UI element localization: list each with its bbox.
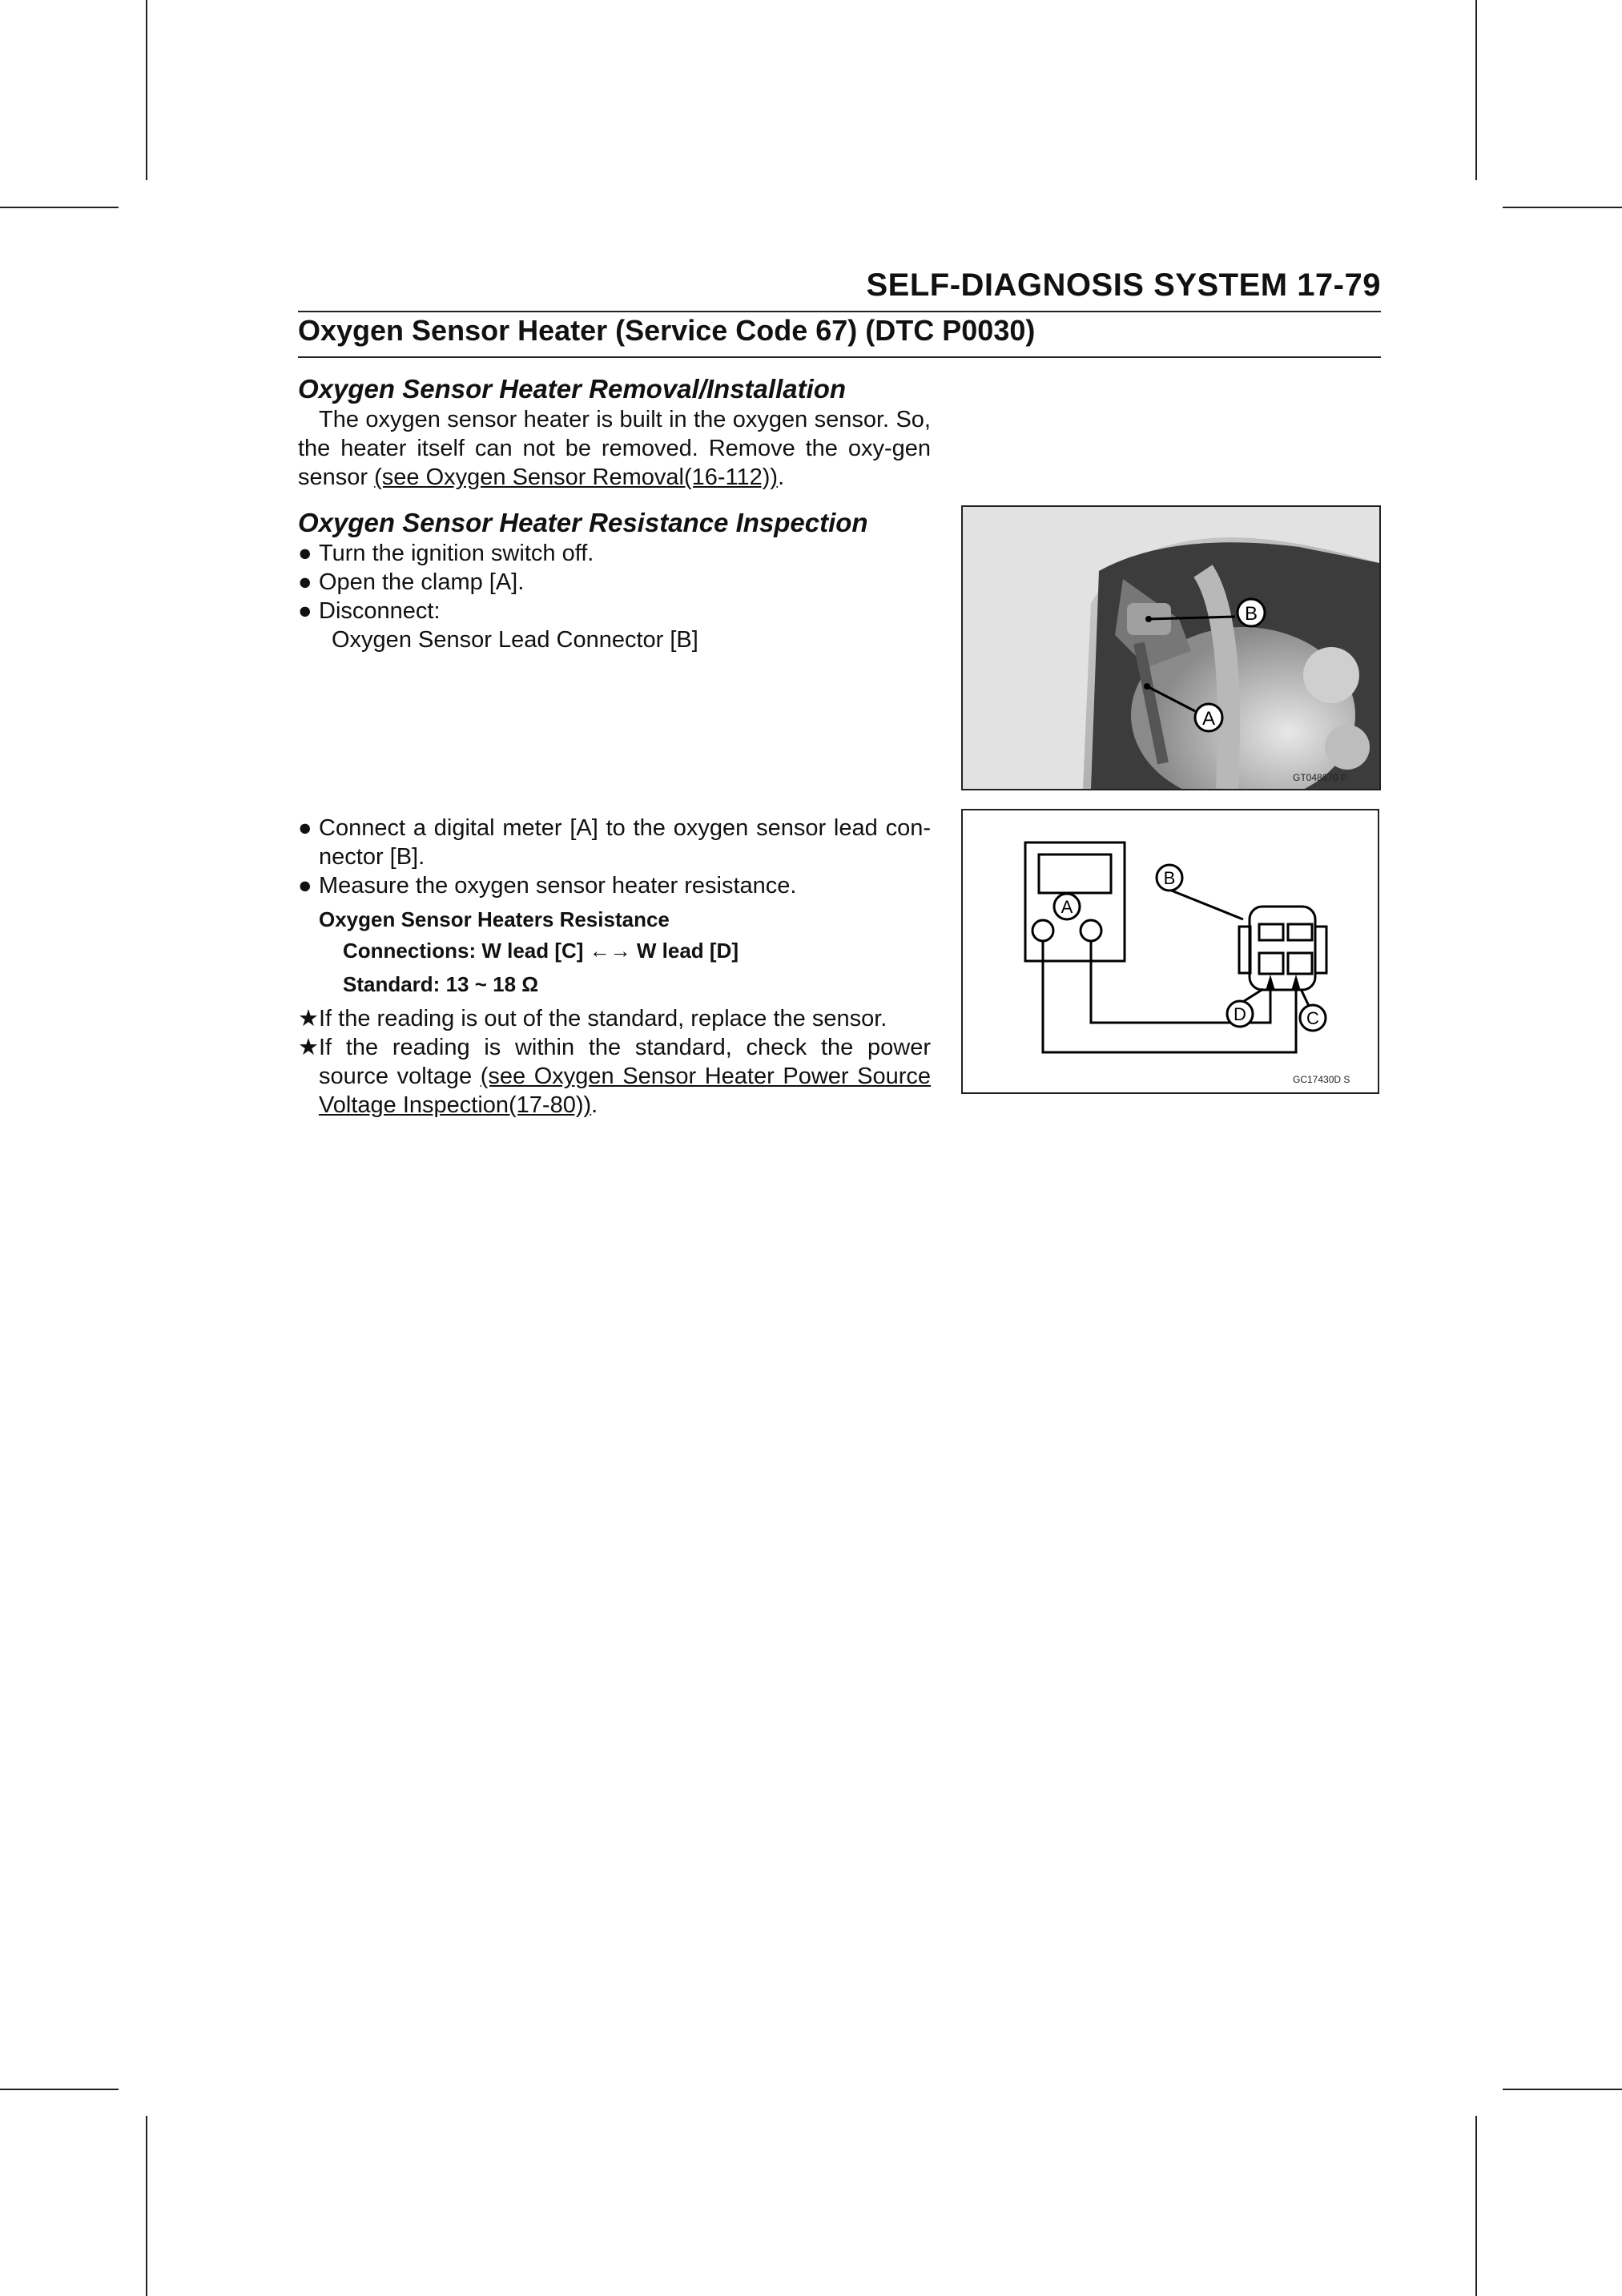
removal-paragraph [298, 405, 931, 492]
bullet-icon: ● [298, 541, 312, 566]
step-item: ● Turn the ignition switch off. [298, 541, 594, 566]
figure-code: GC17430D S [1293, 1074, 1350, 1085]
section-title: Oxygen Sensor Heater (Service Code 67) (DTC P0030) [298, 314, 1036, 347]
spec-title: Oxygen Sensor Heaters Resistance [319, 907, 670, 931]
crop-mark [1475, 0, 1477, 180]
step-item: ● Connect a digital meter [A] to the oxygen sensor lead con-nector [B]. [298, 815, 931, 870]
inspection-heading: Oxygen Sensor Heater Resistance Inspection [298, 508, 868, 537]
crop-mark [146, 2116, 147, 2296]
diagram-label-c: C [1306, 1008, 1319, 1028]
crop-mark [0, 207, 119, 208]
removal-block [298, 373, 931, 492]
star-icon: ★ [298, 1006, 319, 1031]
header-rule [298, 311, 1381, 312]
sensor-photo [961, 505, 1381, 790]
crop-mark [1503, 207, 1622, 208]
power-source-link[interactable]: (see Oxygen Sensor Heater Power Source Voltage Inspection(17-80)) [319, 1064, 932, 1118]
meter-diagram-image [963, 810, 1378, 1092]
callout-a-label: A [1201, 708, 1216, 730]
bullet-icon: ● [298, 598, 312, 624]
crop-mark [1475, 2116, 1477, 2296]
figure-code: GT048670 P [1293, 772, 1348, 783]
spec-connections: Connections: W lead [C] ←→ W lead [D] [343, 939, 739, 963]
page-header [298, 264, 1381, 312]
page-title: SELF-DIAGNOSIS SYSTEM 17-79 [866, 267, 1381, 303]
sensor-photo-image [963, 507, 1379, 789]
note-item: ★ If the reading is within the standard, check the power source voltage (see Oxygen Sensor Heater Power Source Voltage Inspection(17-80)). [298, 1035, 932, 1118]
crop-mark [1503, 2089, 1622, 2090]
removal-heading: Oxygen Sensor Heater Removal/Installation [298, 374, 847, 404]
removal-end: . [778, 464, 785, 490]
inspection-block [298, 507, 931, 654]
star-icon: ★ [298, 1035, 319, 1060]
measurement-block [298, 814, 931, 1120]
spec-block [298, 905, 931, 1001]
diagram-label-a: A [1061, 897, 1073, 917]
callout-b-label: B [1244, 603, 1258, 625]
spec-standard: Standard: 13 ~ 18 Ω [343, 972, 539, 996]
bullet-icon: ● [298, 873, 312, 899]
diagram-label-b: B [1163, 868, 1176, 888]
diagram-label-d: D [1234, 1004, 1246, 1024]
step-item: ● Measure the oxygen sensor heater resistance. [298, 873, 797, 899]
bullet-icon: ● [298, 815, 312, 841]
crop-mark [0, 2089, 119, 2090]
removal-link[interactable]: (see Oxygen Sensor Removal(16-112)) [374, 464, 779, 490]
crop-mark [146, 0, 147, 180]
note-item: ★ If the reading is out of the standard, replace the sensor. [298, 1006, 887, 1031]
step-item: ● Disconnect: [298, 598, 441, 624]
connector-item: Oxygen Sensor Lead Connector [B] [332, 627, 698, 653]
removal-text: The oxygen sensor heater is built in the oxygen sensor. So, the heater itself can not be removed. Remove the oxy-gen sensor [298, 407, 931, 490]
meter-diagram [961, 809, 1379, 1094]
section-rule [298, 356, 1381, 358]
bullet-icon: ● [298, 569, 312, 595]
step-item: ● Open the clamp [A]. [298, 569, 525, 595]
